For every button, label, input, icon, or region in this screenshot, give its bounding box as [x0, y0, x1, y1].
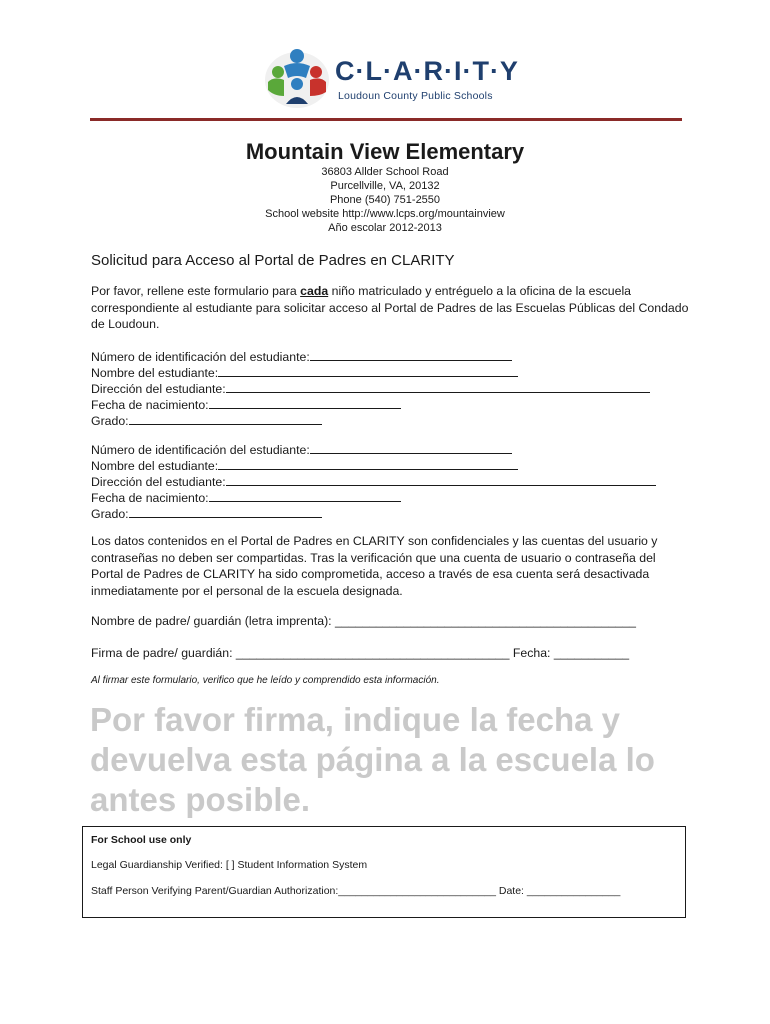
- logo-wordmark: C·L·A·R·I·T·Y: [335, 56, 519, 86]
- return-notice: Por favor firma, indique la fecha y devuelva esta página a la escuela lo antes posible.: [90, 701, 655, 818]
- student2-id-field[interactable]: [91, 441, 512, 457]
- student2-dob-field[interactable]: [91, 489, 401, 505]
- student1-name-field[interactable]: [91, 364, 518, 380]
- field-label: Grado:: [91, 507, 129, 521]
- student1-grade-field[interactable]: [91, 412, 322, 428]
- field-label: Dirección del estudiante:: [91, 475, 226, 489]
- field-label: Fecha de nacimiento:: [91, 491, 209, 505]
- intro-text-start: Por favor, rellene este formulario para: [91, 284, 301, 298]
- guardianship-verified-line[interactable]: Legal Guardianship Verified: [ ] Student Information System: [91, 859, 368, 871]
- student2-id-line[interactable]: [310, 441, 512, 454]
- logo-subtitle: Loudoun County Public Schools: [338, 90, 493, 102]
- school-website: School website http://www.lcps.org/mountainview: [265, 208, 505, 220]
- student2-address-line[interactable]: [226, 473, 656, 486]
- school-address: 36803 Allder School Road: [321, 166, 449, 178]
- student1-id-line[interactable]: [310, 348, 512, 361]
- school-name: Mountain View Elementary: [245, 139, 525, 164]
- staff-verification-line[interactable]: Staff Person Verifying Parent/Guardian Authorization:___________________________ Date: ________________: [91, 885, 621, 897]
- people-circle-icon: [262, 46, 332, 110]
- field-label: Grado:: [91, 414, 129, 428]
- student1-grade-line[interactable]: [129, 412, 322, 425]
- form-title: Solicitud para Acceso al Portal de Padres en CLARITY: [91, 252, 455, 269]
- intro-text-end: niño matriculado y entréguelo a la oficina de la escuela correspondiente al estudiante para solicitar acceso al Portal de Padres de las Escuelas Públicas del Condado de Loudoun.: [91, 284, 689, 331]
- parent-name-field[interactable]: Nombre de padre/ guardián (letra imprenta): ____________________________________________: [91, 614, 636, 628]
- parent-signature-field[interactable]: Firma de padre/ guardián: ________________________________________ Fecha: ___________: [91, 646, 630, 660]
- student2-grade-field[interactable]: [91, 505, 322, 521]
- school-city: Purcellville, VA, 20132: [330, 180, 440, 192]
- student2-grade-line[interactable]: [129, 505, 322, 518]
- field-label: Número de identificación del estudiante:: [91, 350, 310, 364]
- confidentiality-paragraph: Los datos contenidos en el Portal de Padres en CLARITY son confidenciales y las cuentas del usuario y contraseñas no deben ser compartidas. Tras la verificación que una cuenta de usuario o contraseña del Portal de Padres de CLARITY ha sido comprometida, acceso a través de esa cuenta será desactivada inmediatamente por el personal de la escuela designada.: [91, 534, 658, 598]
- school-year: Año escolar 2012-2013: [328, 222, 442, 234]
- intro-paragraph: [91, 283, 691, 333]
- student1-address-field[interactable]: [91, 380, 650, 396]
- field-label: Nombre del estudiante:: [91, 366, 219, 380]
- student2-address-field[interactable]: [91, 473, 656, 489]
- student1-id-field[interactable]: [91, 348, 512, 364]
- field-label: Fecha de nacimiento:: [91, 398, 209, 412]
- clarity-logo: [262, 46, 519, 116]
- student1-address-line[interactable]: [226, 380, 650, 393]
- school-use-box: [82, 826, 686, 918]
- school-phone: Phone (540) 751-2550: [329, 194, 441, 206]
- student2-name-line[interactable]: [218, 457, 518, 470]
- student2-name-field[interactable]: [91, 457, 518, 473]
- student2-dob-line[interactable]: [209, 489, 401, 502]
- intro-emphasis: cada: [300, 284, 329, 298]
- field-label: Dirección del estudiante:: [91, 382, 226, 396]
- school-use-heading: For School use only: [91, 834, 192, 846]
- signature-note: Al firmar este formulario, verifico que he leído y comprendido esta información.: [91, 675, 440, 686]
- student1-name-line[interactable]: [218, 364, 518, 377]
- header-divider: [90, 118, 682, 121]
- student1-dob-field[interactable]: [91, 396, 401, 412]
- field-label: Nombre del estudiante:: [91, 459, 219, 473]
- field-label: Número de identificación del estudiante:: [91, 443, 310, 457]
- student1-dob-line[interactable]: [209, 396, 401, 409]
